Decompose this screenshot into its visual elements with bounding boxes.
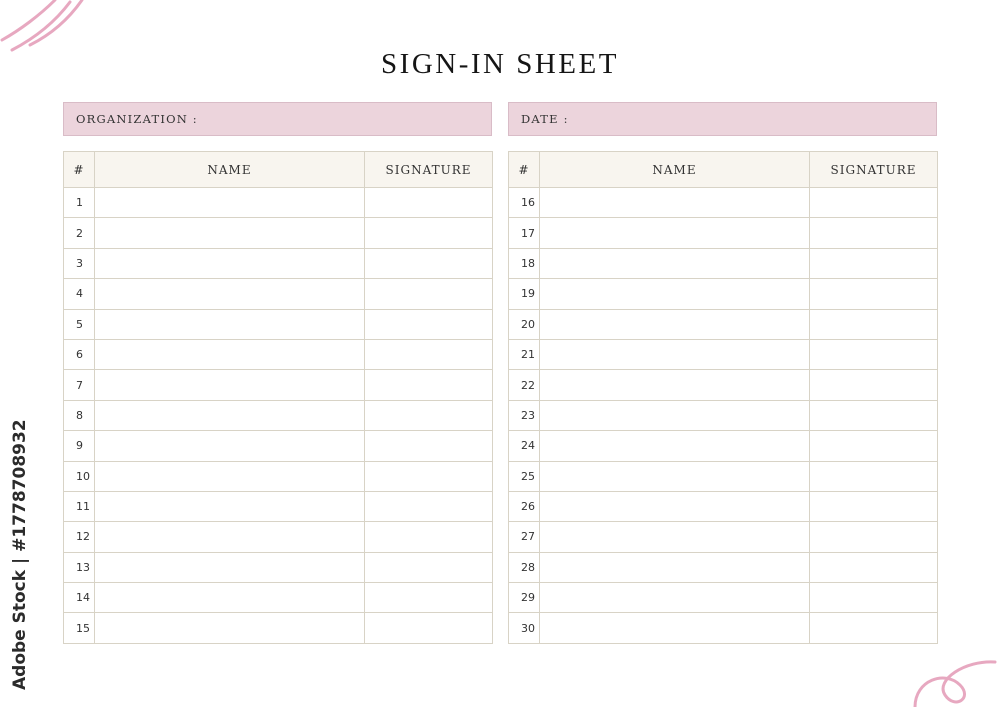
- table-header-row: [64, 152, 493, 188]
- signature-cell[interactable]: [365, 339, 493, 369]
- row-number: 19: [509, 279, 540, 309]
- column-header-signature: SIGNATURE: [365, 152, 493, 188]
- row-number: 22: [509, 370, 540, 400]
- signature-cell[interactable]: [810, 522, 938, 552]
- name-cell[interactable]: [95, 188, 365, 218]
- signature-cell[interactable]: [810, 583, 938, 613]
- row-number: 16: [509, 188, 540, 218]
- signature-cell[interactable]: [810, 339, 938, 369]
- table-row: [509, 218, 938, 248]
- page-title: SIGN-IN SHEET: [381, 48, 619, 80]
- row-number: 3: [64, 248, 95, 278]
- signature-cell[interactable]: [810, 461, 938, 491]
- name-cell[interactable]: [540, 583, 810, 613]
- row-number: 4: [64, 279, 95, 309]
- row-number: 7: [64, 370, 95, 400]
- table-row: [64, 613, 493, 643]
- row-number: 21: [509, 339, 540, 369]
- row-number: 12: [64, 522, 95, 552]
- date-field[interactable]: [508, 102, 937, 136]
- table-row: [509, 400, 938, 430]
- row-number: 2: [64, 218, 95, 248]
- row-number: 11: [64, 491, 95, 521]
- stock-watermark-credit: Adobe Stock | #1778708932: [10, 419, 30, 690]
- signature-cell[interactable]: [810, 370, 938, 400]
- table-header-row: [509, 152, 938, 188]
- name-cell[interactable]: [540, 188, 810, 218]
- name-cell[interactable]: [95, 522, 365, 552]
- signature-cell[interactable]: [810, 218, 938, 248]
- name-cell[interactable]: [540, 552, 810, 582]
- name-cell[interactable]: [540, 248, 810, 278]
- signature-cell[interactable]: [365, 613, 493, 643]
- signature-cell[interactable]: [365, 491, 493, 521]
- table-row: [509, 309, 938, 339]
- table-row: [64, 552, 493, 582]
- table-row: [509, 613, 938, 643]
- signature-cell[interactable]: [365, 370, 493, 400]
- signature-cell[interactable]: [810, 552, 938, 582]
- signature-cell[interactable]: [365, 218, 493, 248]
- table-row: [64, 522, 493, 552]
- name-cell[interactable]: [540, 461, 810, 491]
- table-row: [509, 552, 938, 582]
- table-row: [509, 248, 938, 278]
- table-row: [509, 431, 938, 461]
- name-cell[interactable]: [95, 461, 365, 491]
- decorative-swirl-bottom-right: [905, 640, 1000, 707]
- name-cell[interactable]: [95, 583, 365, 613]
- name-cell[interactable]: [95, 491, 365, 521]
- table-row: [509, 339, 938, 369]
- sign-in-table-right: [508, 151, 938, 644]
- organization-label: ORGANIZATION :: [76, 112, 198, 126]
- row-number: 26: [509, 491, 540, 521]
- row-number: 29: [509, 583, 540, 613]
- name-cell[interactable]: [540, 370, 810, 400]
- table-row: [64, 188, 493, 218]
- signature-cell[interactable]: [810, 491, 938, 521]
- table-row: [64, 279, 493, 309]
- signature-cell[interactable]: [365, 461, 493, 491]
- column-header-number: #: [64, 152, 95, 188]
- row-number: 10: [64, 461, 95, 491]
- signature-cell[interactable]: [365, 583, 493, 613]
- table-row: [64, 400, 493, 430]
- name-cell[interactable]: [540, 491, 810, 521]
- sign-in-table-left: [63, 151, 493, 644]
- row-number: 9: [64, 431, 95, 461]
- name-cell[interactable]: [95, 279, 365, 309]
- signature-cell[interactable]: [365, 431, 493, 461]
- table-row: [64, 431, 493, 461]
- table-row: [509, 491, 938, 521]
- name-cell[interactable]: [540, 613, 810, 643]
- name-cell[interactable]: [540, 339, 810, 369]
- name-cell[interactable]: [95, 370, 365, 400]
- name-cell[interactable]: [95, 248, 365, 278]
- table-row: [64, 583, 493, 613]
- name-cell[interactable]: [540, 400, 810, 430]
- signature-cell[interactable]: [365, 400, 493, 430]
- row-number: 28: [509, 552, 540, 582]
- signature-cell[interactable]: [365, 309, 493, 339]
- table-row: [64, 370, 493, 400]
- table-row: [509, 188, 938, 218]
- signature-cell[interactable]: [365, 279, 493, 309]
- table-row: [64, 248, 493, 278]
- signature-cell[interactable]: [365, 188, 493, 218]
- row-number: 27: [509, 522, 540, 552]
- column-header-number: #: [509, 152, 540, 188]
- row-number: 1: [64, 188, 95, 218]
- organization-field[interactable]: [63, 102, 492, 136]
- table-row: [64, 461, 493, 491]
- name-cell[interactable]: [95, 218, 365, 248]
- column-header-signature: SIGNATURE: [810, 152, 938, 188]
- table-row: [64, 491, 493, 521]
- row-number: 24: [509, 431, 540, 461]
- signature-cell[interactable]: [365, 552, 493, 582]
- name-cell[interactable]: [95, 552, 365, 582]
- name-cell[interactable]: [540, 431, 810, 461]
- signature-cell[interactable]: [365, 522, 493, 552]
- row-number: 13: [64, 552, 95, 582]
- column-header-name: NAME: [95, 152, 365, 188]
- row-number: 14: [64, 583, 95, 613]
- row-number: 30: [509, 613, 540, 643]
- name-cell[interactable]: [95, 309, 365, 339]
- table-row: [509, 522, 938, 552]
- signature-cell[interactable]: [810, 613, 938, 643]
- row-number: 18: [509, 248, 540, 278]
- row-number: 5: [64, 309, 95, 339]
- signature-cell[interactable]: [365, 248, 493, 278]
- name-cell[interactable]: [540, 309, 810, 339]
- signature-cell[interactable]: [810, 309, 938, 339]
- name-cell[interactable]: [540, 279, 810, 309]
- table-row: [64, 309, 493, 339]
- row-number: 6: [64, 339, 95, 369]
- name-cell[interactable]: [95, 400, 365, 430]
- row-number: 23: [509, 400, 540, 430]
- name-cell[interactable]: [95, 613, 365, 643]
- column-header-name: NAME: [540, 152, 810, 188]
- signature-cell[interactable]: [810, 400, 938, 430]
- name-cell[interactable]: [95, 431, 365, 461]
- table-row: [64, 218, 493, 248]
- table-row: [509, 279, 938, 309]
- table-row: [509, 583, 938, 613]
- table-row: [64, 339, 493, 369]
- name-cell[interactable]: [95, 339, 365, 369]
- row-number: 8: [64, 400, 95, 430]
- name-cell[interactable]: [540, 522, 810, 552]
- table-row: [509, 461, 938, 491]
- row-number: 17: [509, 218, 540, 248]
- name-cell[interactable]: [540, 218, 810, 248]
- signature-cell[interactable]: [810, 431, 938, 461]
- signature-cell[interactable]: [810, 248, 938, 278]
- row-number: 20: [509, 309, 540, 339]
- row-number: 15: [64, 613, 95, 643]
- signature-cell[interactable]: [810, 188, 938, 218]
- signature-cell[interactable]: [810, 279, 938, 309]
- table-row: [509, 370, 938, 400]
- row-number: 25: [509, 461, 540, 491]
- date-label: DATE :: [521, 112, 569, 126]
